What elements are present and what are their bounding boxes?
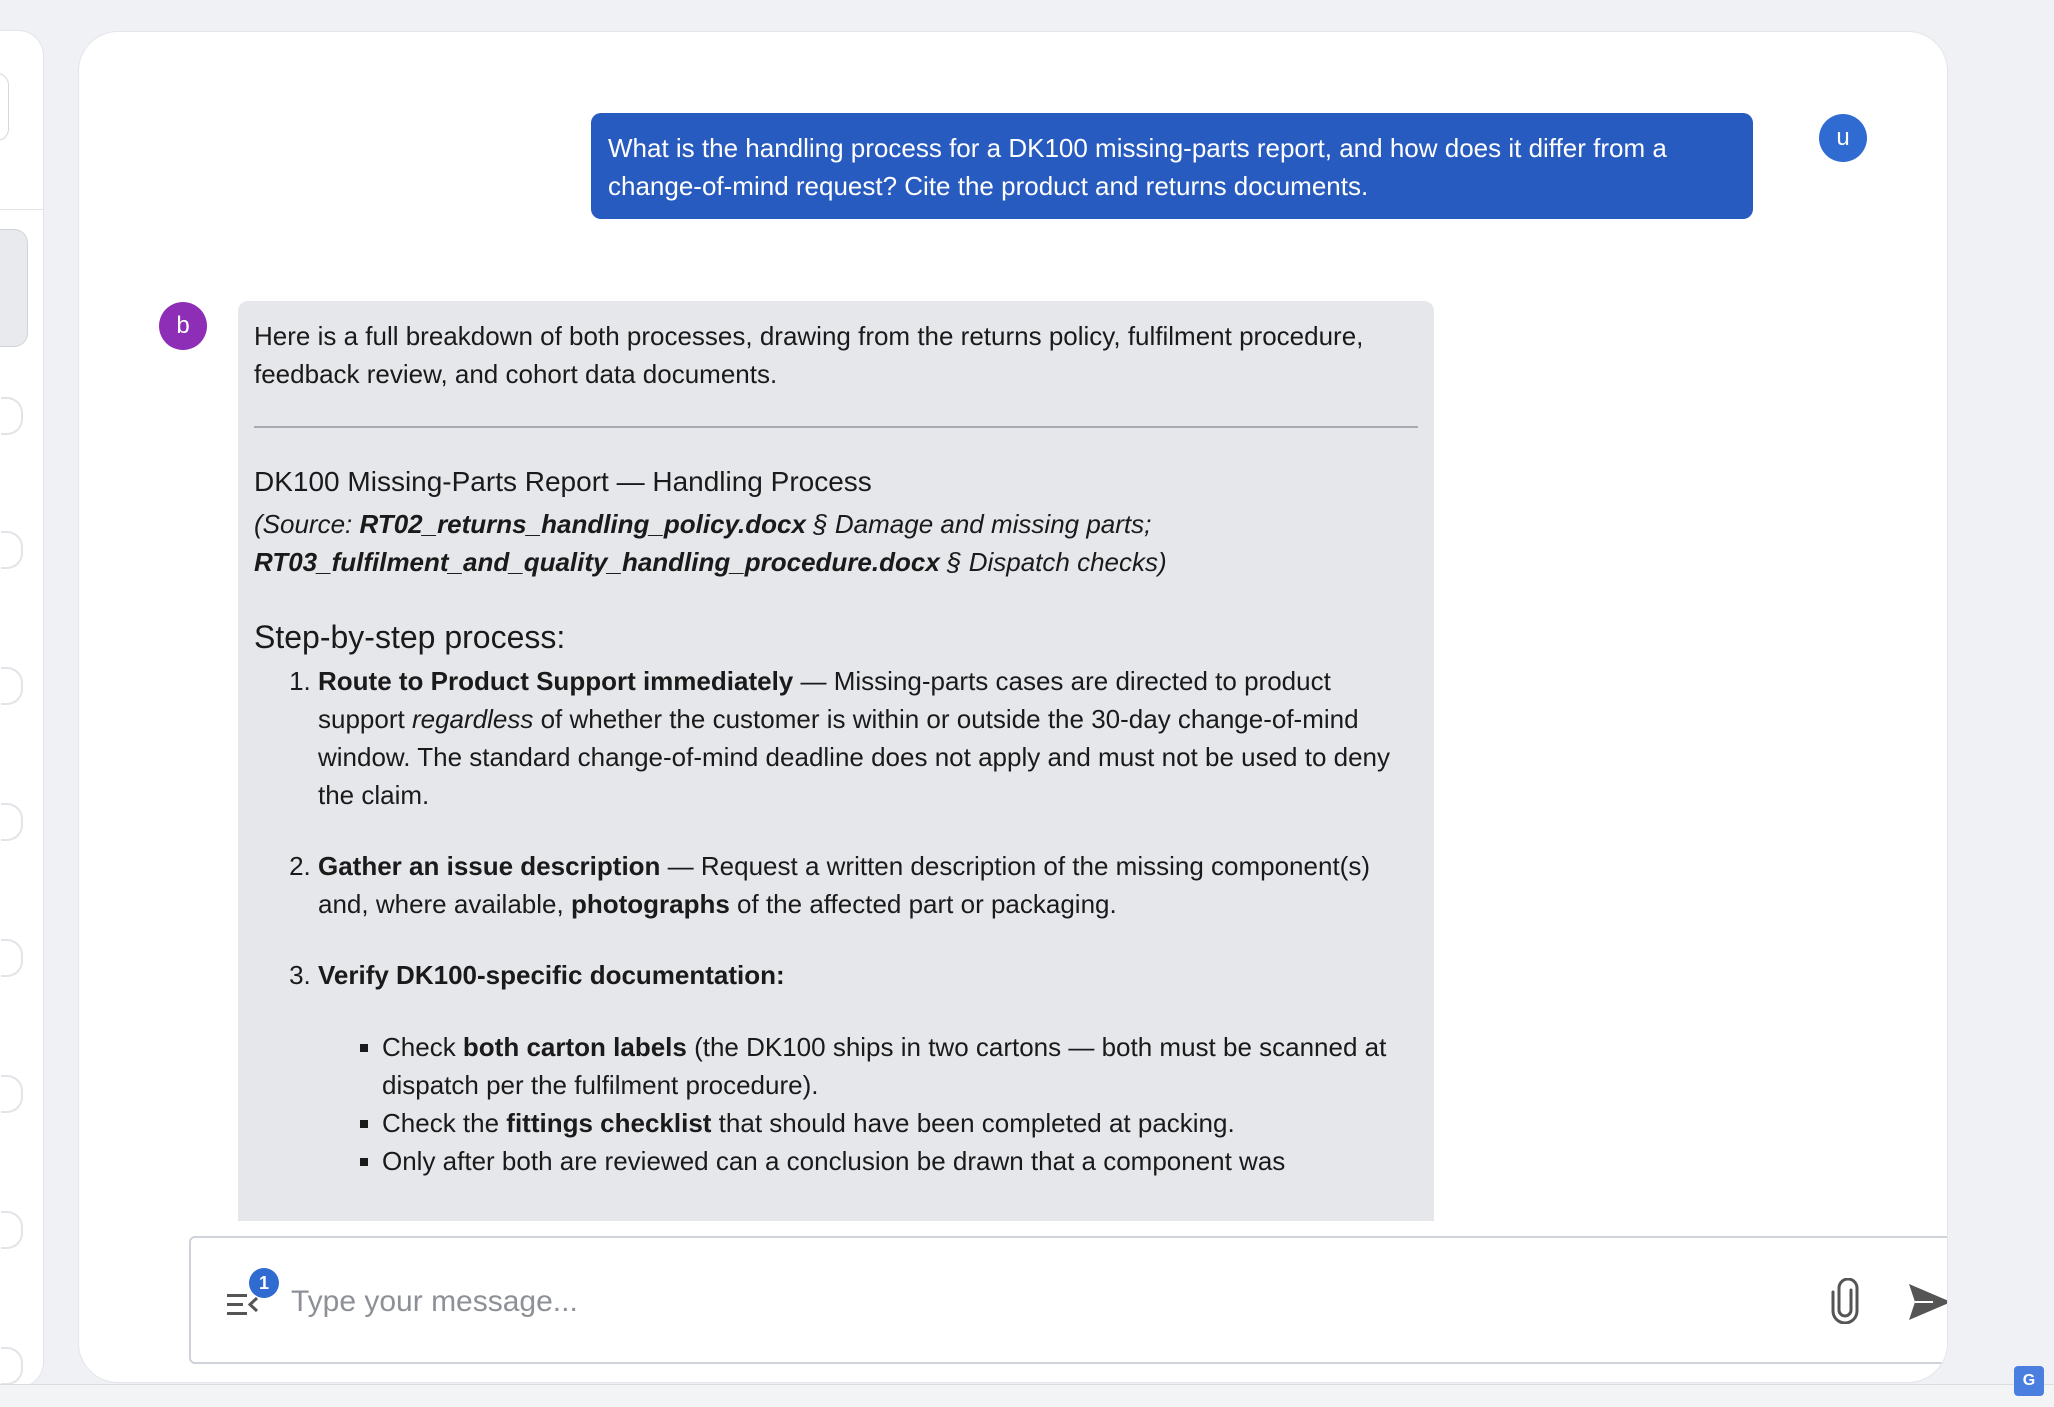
sidebar-item[interactable]	[1, 939, 23, 977]
sidebar-item[interactable]	[1, 1347, 23, 1385]
sidebar-new-chat-button[interactable]	[0, 73, 9, 141]
list-item: Only after both are reviewed can a conclusion be drawn that a component was	[382, 1142, 1418, 1180]
doc-link: RT02_returns_handling_policy.docx	[359, 509, 806, 539]
source-citation: (Source: RT02_returns_handling_policy.docx § Damage and missing parts; RT03_fulfilment_and_quality_handling_procedure.docx § Dispatch checks)	[254, 509, 1167, 577]
sidebar-item-active[interactable]	[0, 229, 28, 347]
bot-intro: Here is a full breakdown of both processes, drawing from the returns policy, fulfilment procedure, feedback review, and cohort data documents.	[254, 321, 1364, 389]
divider	[254, 426, 1418, 428]
paperclip-icon[interactable]	[1829, 1278, 1861, 1324]
send-icon[interactable]	[1907, 1282, 1948, 1322]
sidebar-item[interactable]	[1, 531, 23, 569]
sidebar-item[interactable]	[1, 1075, 23, 1113]
sidebar-item[interactable]	[1, 1211, 23, 1249]
doc-link: RT03_fulfilment_and_quality_handling_procedure.docx	[254, 547, 940, 577]
sidebar-divider	[0, 209, 43, 210]
section-title: DK100 Missing-Parts Report — Handling Process	[254, 466, 872, 497]
sidebar-item[interactable]	[1, 667, 23, 705]
list-item: Check the fittings checklist that should have been completed at packing.	[382, 1104, 1418, 1142]
user-message: What is the handling process for a DK100 missing-parts report, and how does it differ from a change-of-mind request? Cite the product and returns documents.	[591, 113, 1753, 219]
translate-widget-icon[interactable]: G	[2014, 1366, 2044, 1396]
steps-list	[254, 662, 1418, 1180]
steps-heading: Step-by-step process:	[254, 619, 566, 655]
bot-message	[238, 301, 1434, 1221]
sidebar-item[interactable]	[1, 803, 23, 841]
list-item: Check both carton labels (the DK100 ships in two cartons — both must be scanned at dispatch per the fulfilment procedure).	[382, 1028, 1418, 1104]
bot-avatar: b	[159, 302, 207, 350]
message-input[interactable]	[289, 1272, 1893, 1332]
sidebar-item[interactable]	[1, 397, 23, 435]
sidebar	[0, 30, 44, 1388]
bottom-bar	[0, 1384, 2054, 1407]
chat-panel	[78, 31, 1948, 1383]
list-item: 2. Gather an issue description — Request a written description of the missing component(s) and, where available, photographs of the affected part or packaging.	[318, 847, 1418, 923]
history-badge: 1	[249, 1268, 279, 1298]
user-avatar: u	[1819, 114, 1867, 162]
sub-list	[318, 1028, 1418, 1180]
message-composer	[189, 1236, 1948, 1364]
list-item: 1. Route to Product Support immediately — Missing-parts cases are directed to product support regardless of whether the customer is within or outside the 30-day change-of-mind window. The standard change-of-mind deadline does not apply and must not be used to deny the claim.	[318, 662, 1418, 814]
list-item: 3. Verify DK100-specific documentation: Check both carton labels (the DK100 ships in two cartons — both must be scanned at dispatch per the fulfilment procedure). Check the fittings checklist that should have been completed at packing. Only after both are reviewed can a conclusion be drawn that a component was	[318, 956, 1418, 1180]
